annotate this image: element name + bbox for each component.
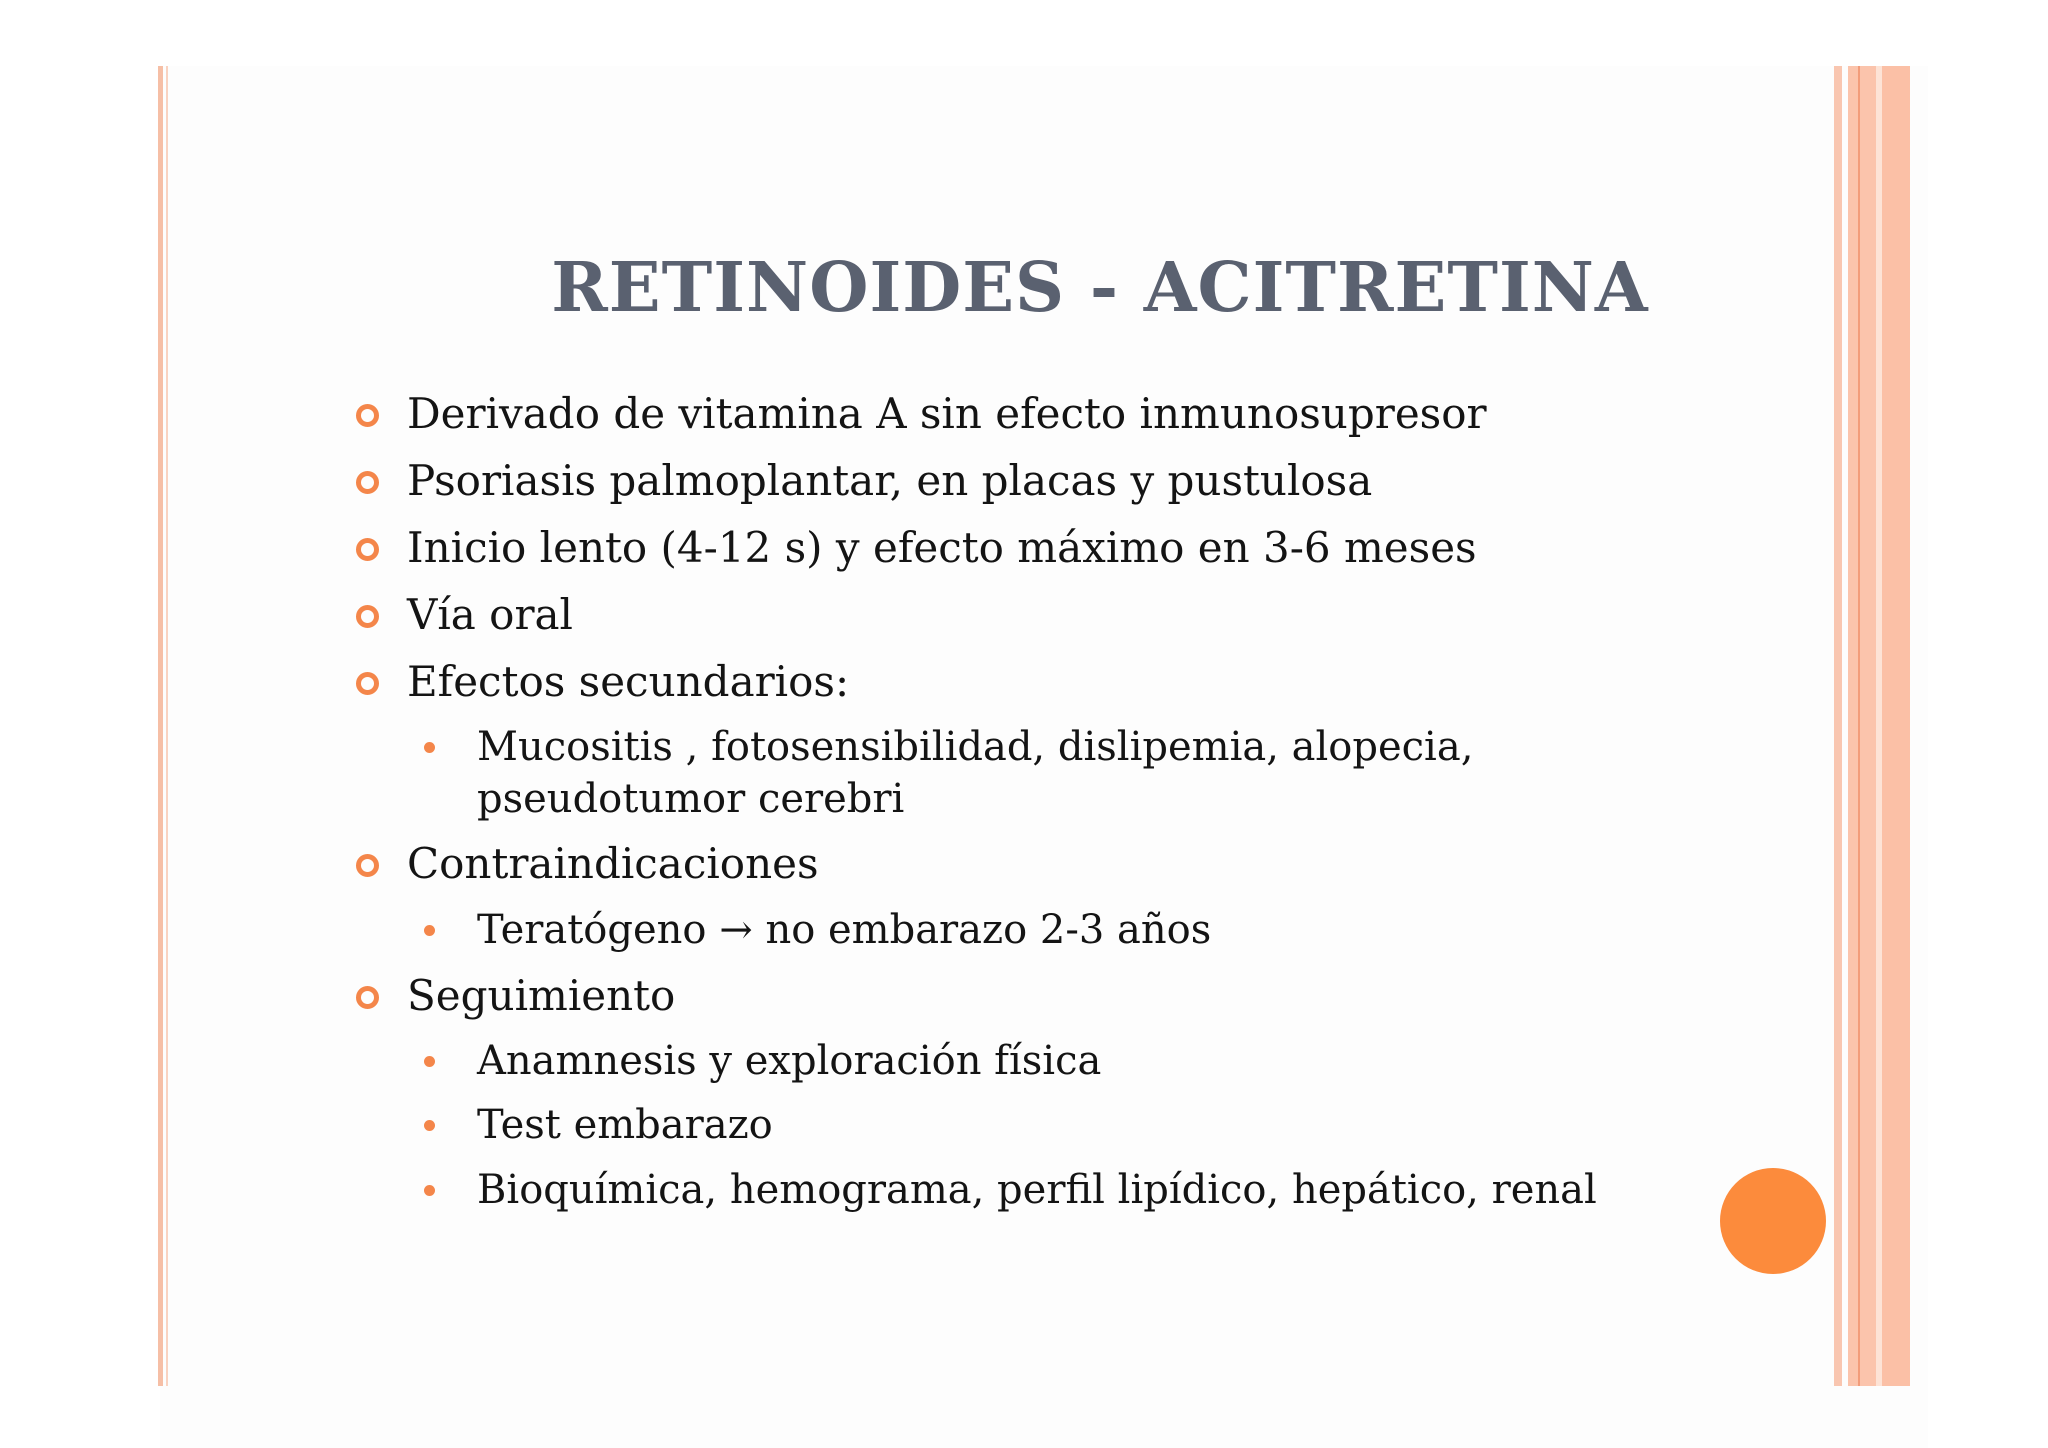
accent-circle — [1720, 1168, 1826, 1274]
sub-bullet-text: Teratógeno → no embarazo 2-3 años — [477, 907, 1212, 953]
ring-bullet-icon — [356, 538, 379, 561]
right-stripe-line — [1858, 66, 1860, 1386]
ring-bullet-icon — [356, 986, 379, 1009]
ring-bullet-icon — [356, 854, 379, 877]
bullet-text: Derivado de vitamina A sin efecto inmunosupresor — [407, 389, 1487, 438]
bullet-text: Efectos secundarios: — [407, 657, 850, 706]
ring-bullet-icon — [356, 672, 379, 695]
ring-bullet-icon — [356, 404, 379, 427]
right-stripe-outer — [1882, 66, 1910, 1386]
ring-bullet-icon — [356, 471, 379, 494]
dot-bullet-icon — [424, 1056, 435, 1067]
ring-bullet-icon — [356, 605, 379, 628]
left-stripe — [158, 66, 163, 1386]
dot-bullet-icon — [424, 1185, 435, 1196]
bullet-text: Psoriasis palmoplantar, en placas y pustulosa — [407, 456, 1373, 505]
sub-bullet-text: pseudotumor cerebri — [477, 776, 905, 822]
sub-bullet-text: Mucositis , fotosensibilidad, dislipemia, alopecia, — [477, 724, 1474, 770]
sub-bullet-text: Bioquímica, hemograma, perfil lipídico, hepático, renal — [477, 1167, 1597, 1213]
dot-bullet-icon — [424, 742, 435, 753]
dot-bullet-icon — [424, 925, 435, 936]
bullet-text: Inicio lento (4-12 s) y efecto máximo en 3-6 meses — [407, 523, 1477, 572]
bullet-text: Contraindicaciones — [407, 839, 819, 888]
bullet-text: Seguimiento — [407, 971, 676, 1020]
sub-bullet-text: Anamnesis y exploración física — [477, 1038, 1102, 1084]
sub-bullet-text: Test embarazo — [477, 1102, 773, 1148]
right-stripe — [1834, 66, 1842, 1386]
dot-bullet-icon — [424, 1120, 435, 1131]
left-stripe-thin — [166, 66, 168, 1386]
bullet-text: Vía oral — [407, 590, 573, 639]
slide-title: RETINOIDES - ACITRETINA — [551, 248, 1649, 328]
right-stripe-wide — [1848, 66, 1876, 1386]
